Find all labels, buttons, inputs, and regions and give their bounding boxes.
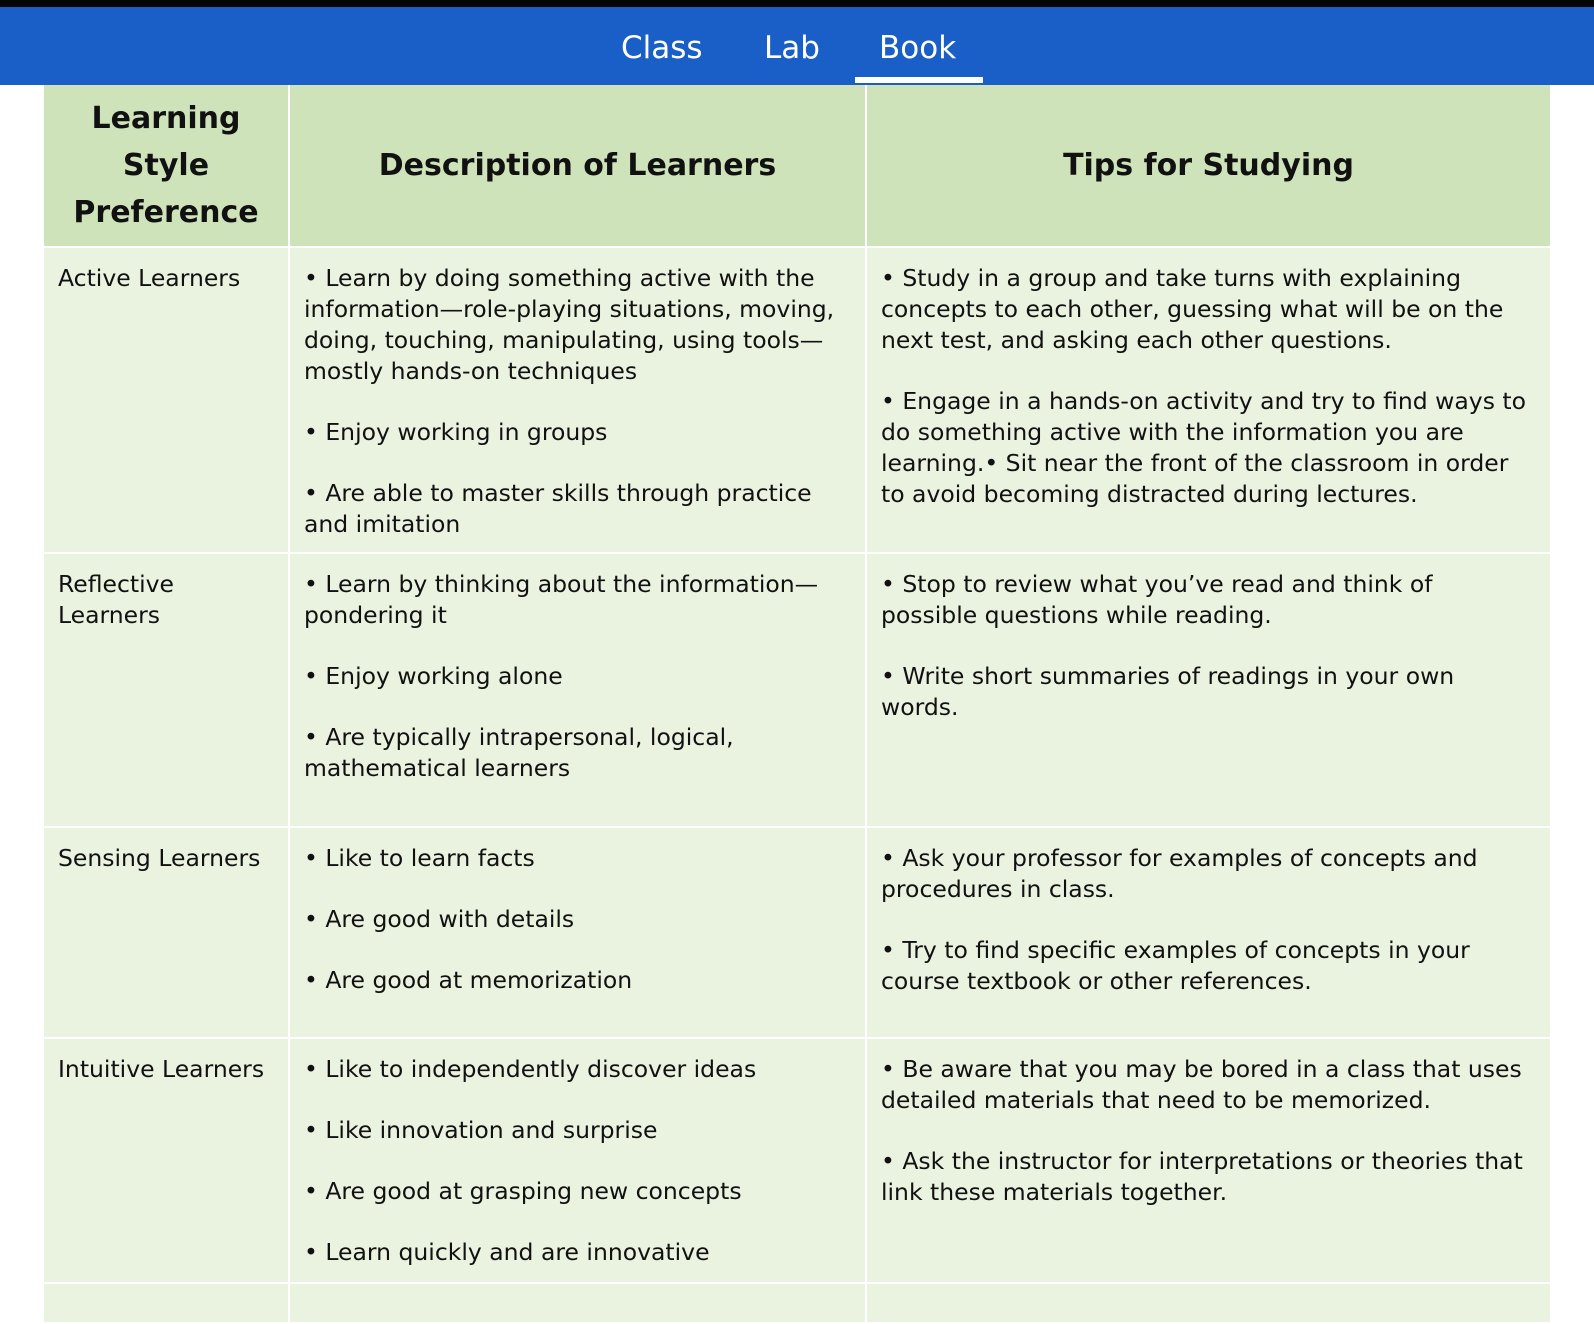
- style-cell: Intuitive Learners: [44, 1038, 289, 1283]
- description-item: • Like to learn facts: [304, 844, 535, 872]
- tip-item: • Study in a group and take turns with explaining concepts to each other, guessing what will be on the next test, and asking each other questions.: [881, 264, 1504, 354]
- learning-styles-table-container: [44, 85, 1550, 1324]
- description-item: • Are able to master skills through practice and imitation: [304, 479, 812, 538]
- table-row: [44, 1038, 1550, 1283]
- description-item: • Enjoy working alone: [304, 662, 563, 690]
- tips-cell: [866, 553, 1550, 827]
- description-cell: [289, 1038, 866, 1283]
- tip-item: • Try to find specific examples of concepts in your course textbook or other references.: [881, 936, 1470, 995]
- learning-styles-table: [44, 85, 1550, 1324]
- style-cell: Sensing Learners: [44, 827, 289, 1038]
- table-row: [44, 827, 1550, 1038]
- style-cell: [44, 1283, 289, 1323]
- description-item: • Are good with details: [304, 905, 575, 933]
- tab-class[interactable]: Class: [621, 30, 703, 66]
- description-cell: [289, 1283, 866, 1323]
- description-item: • Like innovation and surprise: [304, 1116, 658, 1144]
- tips-cell: [866, 247, 1550, 553]
- table-row: [44, 247, 1550, 553]
- description-item: • Like to independently discover ideas: [304, 1055, 757, 1083]
- tip-item: • Stop to review what you’ve read and think of possible questions while reading.: [881, 570, 1433, 629]
- header-tips: Tips for Studying: [866, 85, 1550, 247]
- description-cell: [289, 827, 866, 1038]
- tip-item: • Be aware that you may be bored in a class that uses detailed materials that need to be memorized.: [881, 1055, 1522, 1114]
- active-tab-indicator: [855, 77, 983, 83]
- tab-bar: [0, 14, 1594, 92]
- table-row-partial: [44, 1283, 1550, 1323]
- description-item: • Learn quickly and are innovative: [304, 1238, 710, 1266]
- tab-book[interactable]: Book: [879, 30, 957, 66]
- description-item: • Are good at memorization: [304, 966, 633, 994]
- description-item: • Are good at grasping new concepts: [304, 1177, 742, 1205]
- tip-item: • Ask the instructor for interpretations or theories that link these materials together.: [881, 1147, 1523, 1206]
- tip-item: • Engage in a hands-on activity and try to find ways to do something active with the information you are learning.• Sit near the front of the classroom in order to avoid becoming distracted during lectures.: [881, 387, 1527, 508]
- tips-cell: [866, 1038, 1550, 1283]
- description-item: • Learn by thinking about the information—pondering it: [304, 570, 819, 629]
- description-item: • Enjoy working in groups: [304, 418, 608, 446]
- header-description: Description of Learners: [289, 85, 866, 247]
- table-row: [44, 553, 1550, 827]
- top-nav-bar: [0, 0, 1594, 85]
- tip-item: • Write short summaries of readings in your own words.: [881, 662, 1455, 721]
- style-cell: Active Learners: [44, 247, 289, 553]
- style-cell: Reflective Learners: [44, 553, 289, 827]
- tab-lab[interactable]: Lab: [764, 30, 820, 66]
- tip-item: • Ask your professor for examples of concepts and procedures in class.: [881, 844, 1478, 903]
- description-cell: [289, 247, 866, 553]
- description-item: • Learn by doing something active with the information—role-playing situations, moving, doing, touching, manipulating, using tools—mostly hands-on techniques: [304, 264, 835, 385]
- tips-cell: [866, 827, 1550, 1038]
- tips-cell: [866, 1283, 1550, 1323]
- description-cell: [289, 553, 866, 827]
- header-learning-style: Learning Style Preference: [44, 85, 289, 247]
- description-item: • Are typically intrapersonal, logical, mathematical learners: [304, 723, 734, 782]
- table-header-row: [44, 85, 1550, 247]
